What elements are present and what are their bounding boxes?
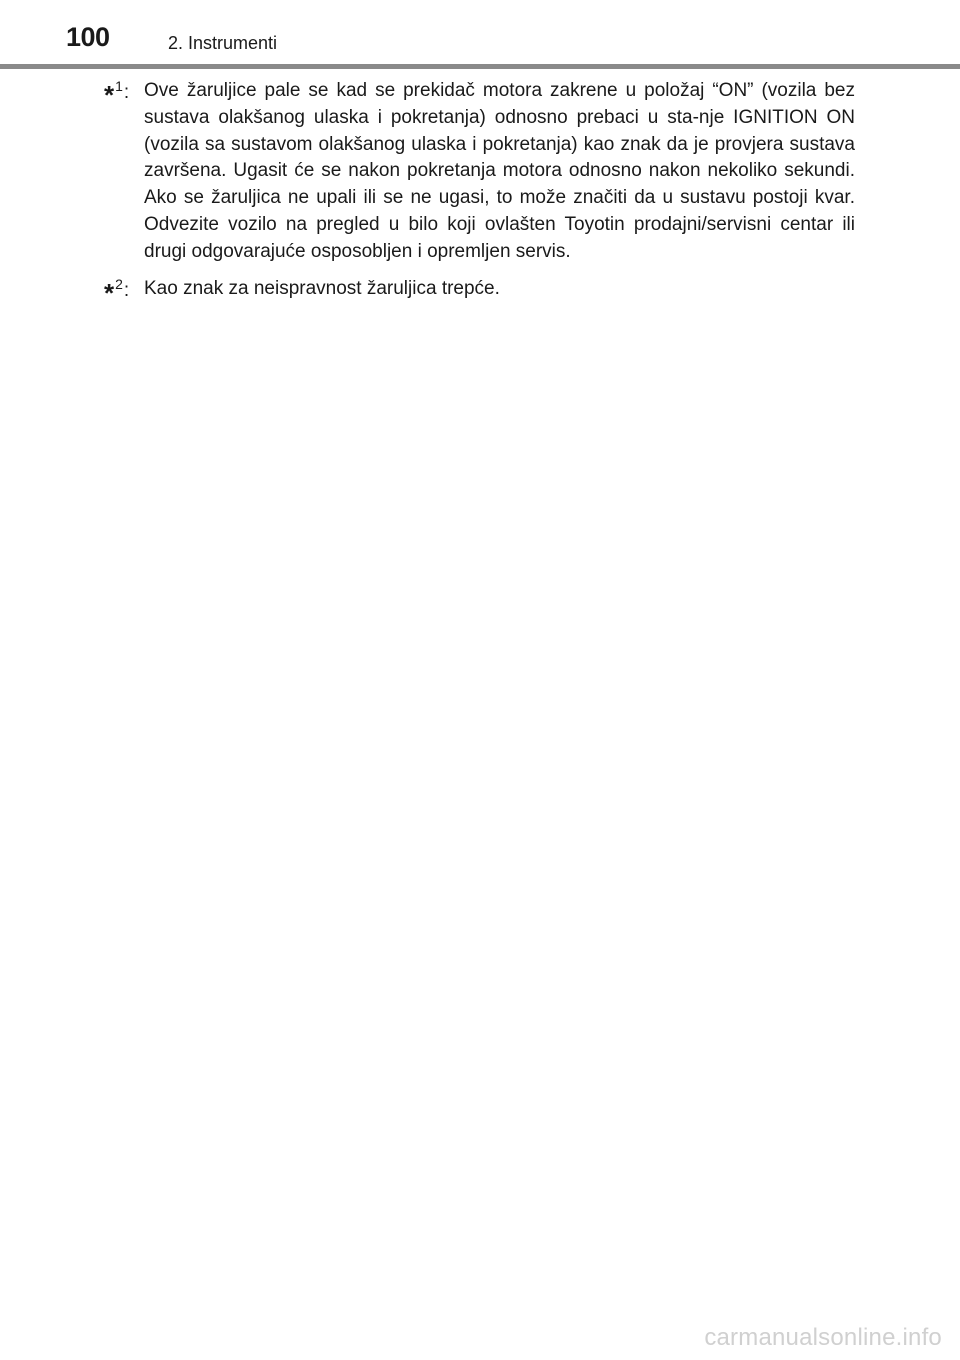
footnote-list [0, 78, 960, 312]
footnote-colon: : [123, 82, 130, 103]
chapter-title: 2. Instrumenti [168, 33, 278, 53]
footnote-1 [0, 78, 960, 266]
page-number: 100 [66, 22, 110, 52]
footnote-marker [104, 78, 129, 111]
footnote-number: 2 [115, 275, 123, 292]
header-divider [0, 64, 960, 69]
page-header [0, 0, 960, 64]
footnote-number: 1 [115, 78, 123, 94]
watermark: carmanualsonline.info [704, 1324, 942, 1351]
asterisk-icon: * [104, 277, 115, 308]
footnote-2 [0, 275, 960, 308]
footnote-colon: : [123, 279, 130, 301]
footnote-text: Ove žaruljice pale se kad se prekidač motora zakrene u položaj “ON” (vozila bez sustava olakšanog ulaska i pokretanja) odnosno prebaci u sta-nje IGNITION ON (vozila sa sustavom olakšanog ulaska i pokretanja) kao znak da je provjera sustava završena. Ugasit će se nakon pokretanja motora odnosno nakon nekoliko sekundi. Ako se žaruljica ne upali ili se ne ugasi, to može značiti da u sustavu postoji kvar. Odvezite vozilo na pregled u bilo koji ovlašten Toyotin prodajni/servisni centar ili drugi odgovarajuće osposobljen i opremljen servis. [144, 80, 855, 262]
asterisk-icon: * [104, 80, 115, 110]
footnote-marker [104, 276, 129, 309]
footnote-text: Kao znak za neispravnost žaruljica trepće. [144, 277, 500, 299]
